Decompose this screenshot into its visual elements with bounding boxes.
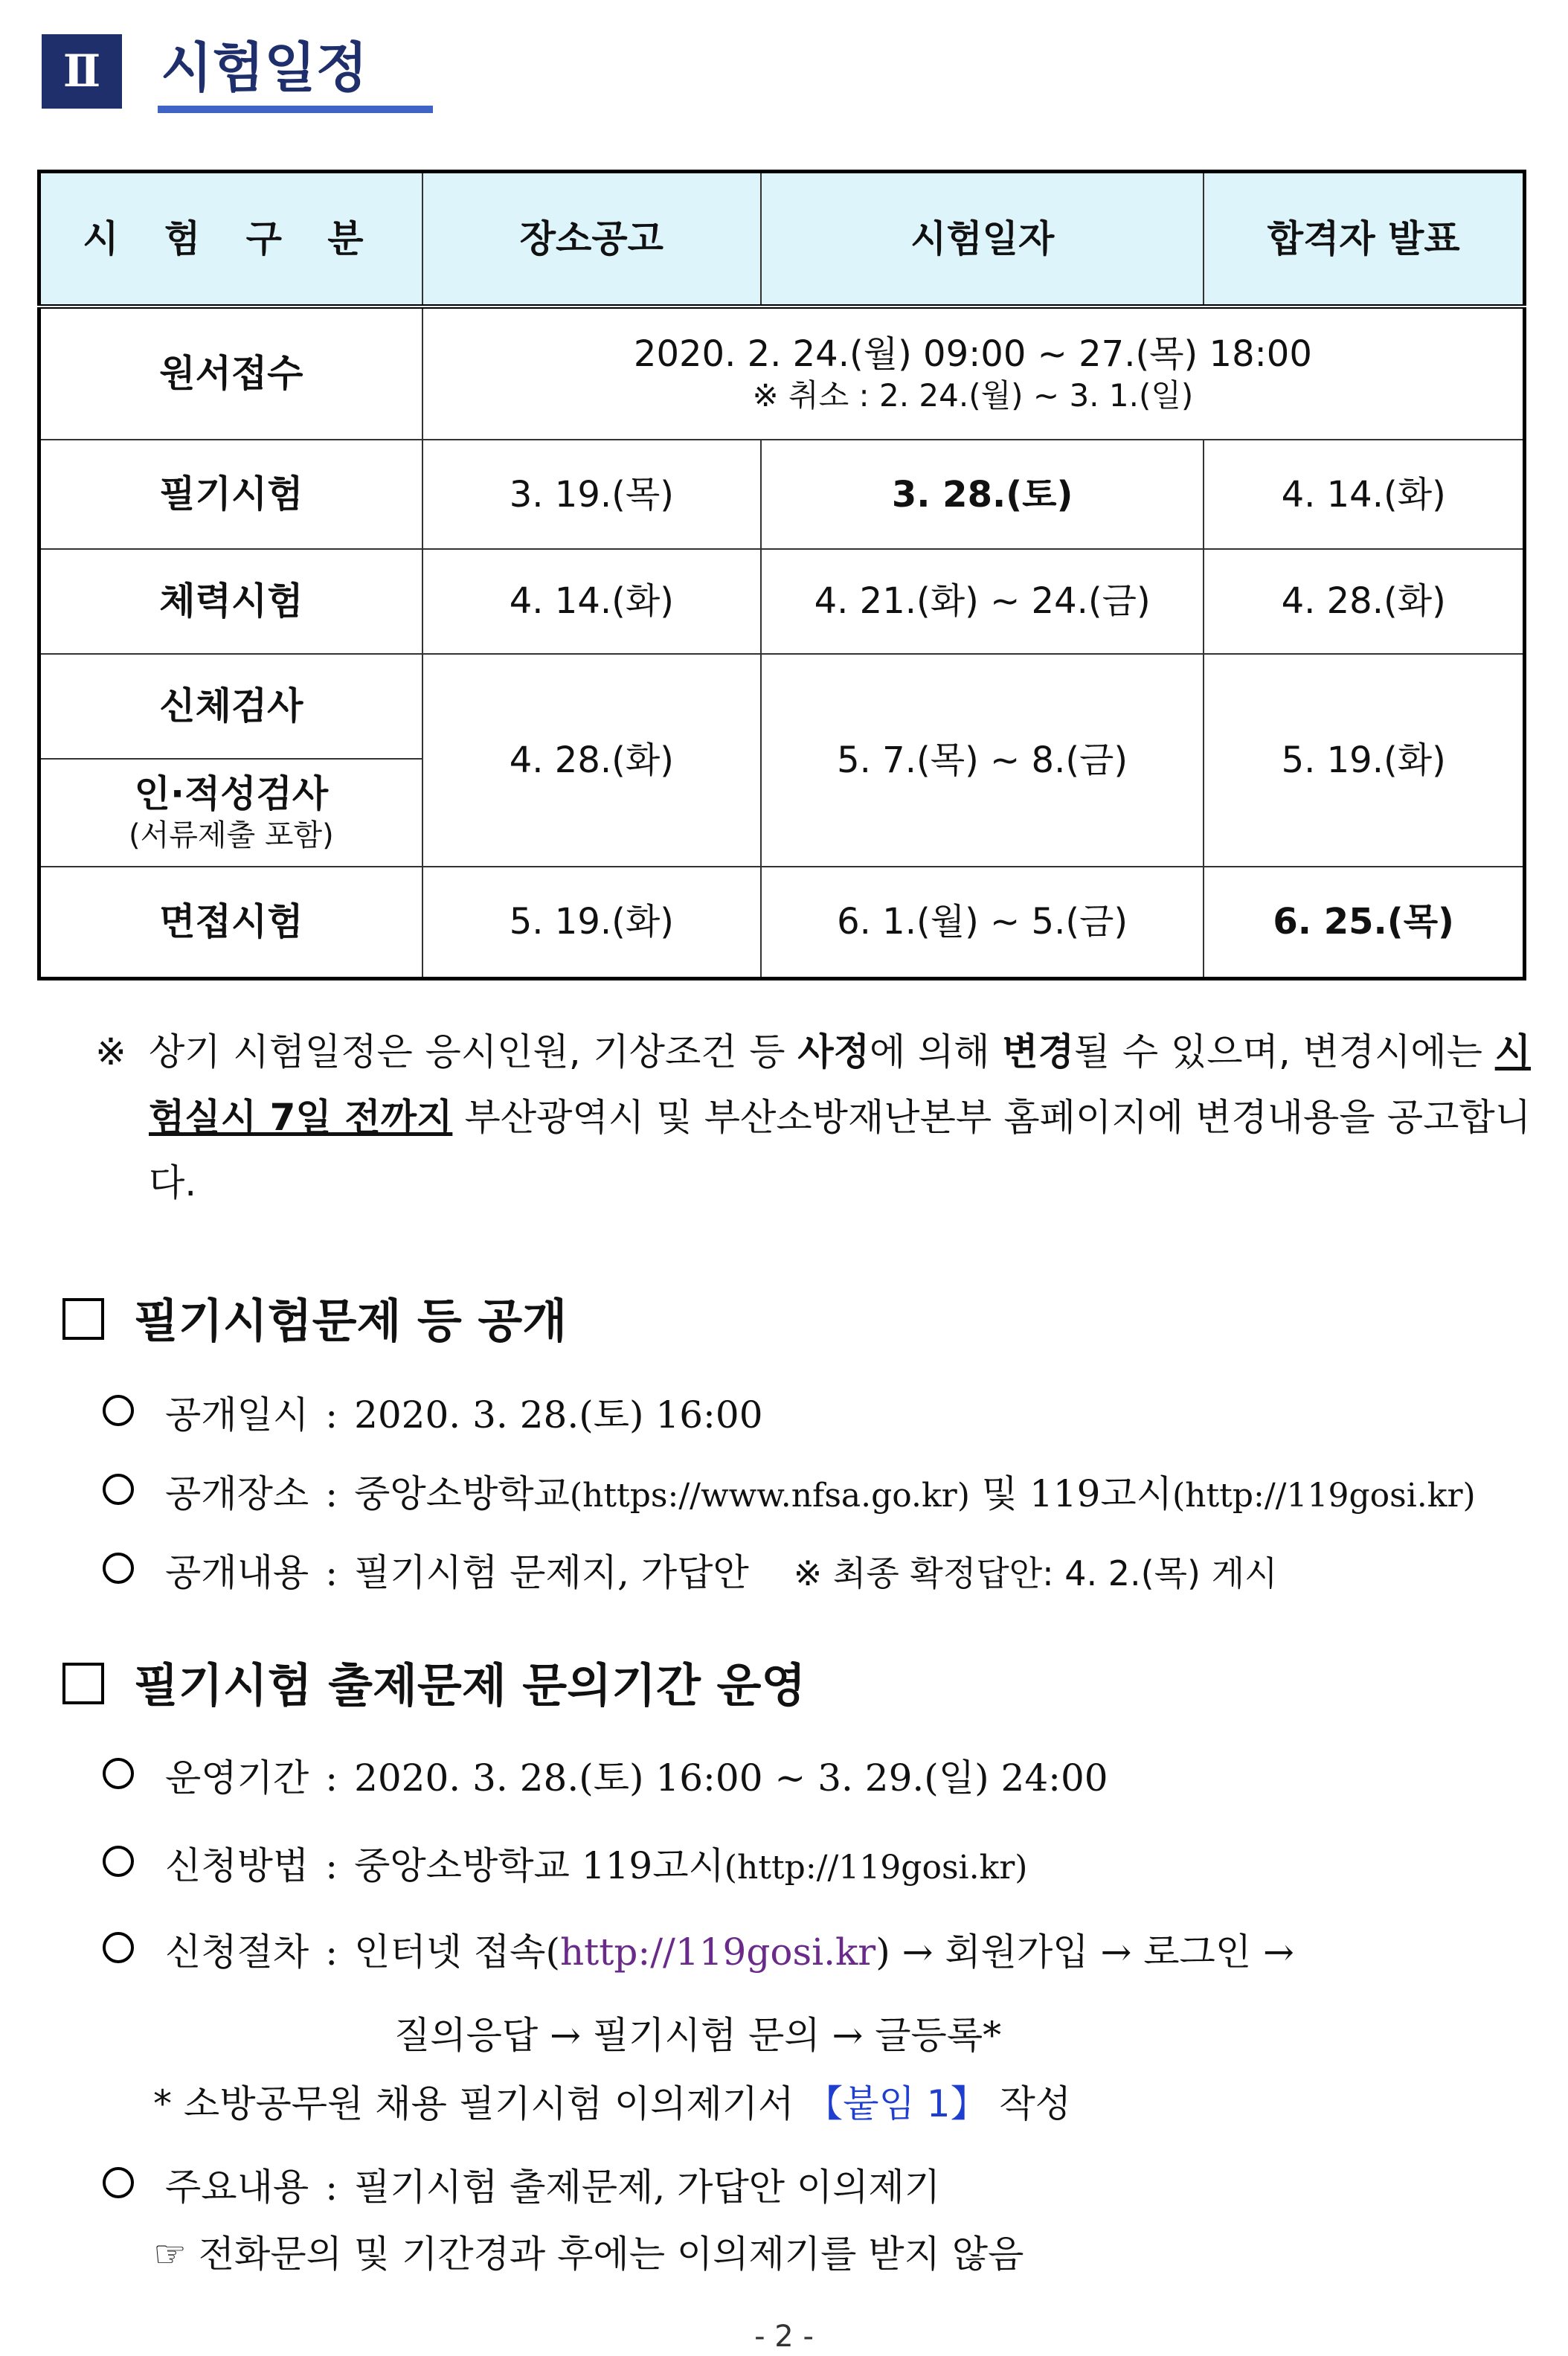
table-row [39, 440, 1525, 549]
procedure-footnote: * 소방공무원 채용 필기시험 이의제기서 【붙임 1】 작성 [153, 2082, 1072, 2125]
list-item: 운영기간 : 2020. 3. 28.(토) 16:00 ~ 3. 29.(일) 24:00 [103, 1748, 1108, 1802]
title-underline [158, 106, 433, 113]
circle-bullet-icon [103, 1758, 134, 1789]
list-item: 공개내용 : 필기시험 문제지, 가답안 ※ 최종 확정답안: 4. 2.(목) 게시 [103, 1543, 1278, 1596]
row-label-aptitude: 인·적성검사 (서류제출 포함) [39, 759, 422, 867]
119gosi-link[interactable]: http://119gosi.kr [559, 1930, 876, 1974]
header-venue-notice: 장소공고 [422, 172, 761, 307]
medical-result: 5. 19.(화) [1204, 654, 1524, 867]
inquiry-title: 필기시험 출제문제 문의기간 운영 [62, 1649, 806, 1715]
table-row [39, 654, 1525, 759]
table-row [39, 549, 1525, 654]
table-row [39, 306, 1525, 440]
list-item: 신청절차 : 인터넷 접속(http://119gosi.kr) → 회원가입 → 로그인 → [103, 1922, 1294, 1976]
row-label-interview: 면접시험 [39, 867, 422, 979]
row-label-medical: 신체검사 [39, 654, 422, 759]
schedule-change-note: ※ 상기 시험일정은 응시인원, 기상조건 등 사정에 의해 변경될 수 있으며, 변경시에는 시험실시 7일 전까지 부산광역시 및 부산소방재난본부 홈페이지에 변경내용을 공고합니다. [95, 1030, 1532, 1204]
checkbox-square-icon [62, 1663, 104, 1704]
medical-date: 5. 7.(목) ~ 8.(금) [761, 654, 1204, 867]
written-date: 3. 28.(토) [761, 440, 1204, 549]
table-header-row [39, 172, 1525, 307]
written-notice: 3. 19.(목) [422, 440, 761, 549]
inquiry-notice: ☞ 전화문의 및 기간경과 후에는 이의제기를 받지 않음 [153, 2233, 1024, 2276]
header-category: 시 험 구 분 [39, 172, 422, 307]
row-label-reception: 원서접수 [39, 306, 422, 440]
circle-bullet-icon [103, 1846, 134, 1877]
circle-bullet-icon [103, 1474, 134, 1505]
reception-period: 2020. 2. 24.(월) 09:00 ~ 27.(목) 18:00 ※ 취소 : 2. 24.(월) ~ 3. 1.(일) [422, 306, 1525, 440]
row-label-physical: 체력시험 [39, 549, 422, 654]
header-exam-date: 시험일자 [761, 172, 1204, 307]
interview-date: 6. 1.(월) ~ 5.(금) [761, 867, 1204, 979]
cancel-period: ※ 취소 : 2. 24.(월) ~ 3. 1.(일) [752, 377, 1194, 414]
list-item: 신청방법 : 중앙소방학교 119고시(http://119gosi.kr) [103, 1836, 1027, 1890]
list-item: 공개일시 : 2020. 3. 28.(토) 16:00 [103, 1385, 763, 1439]
circle-bullet-icon [103, 2167, 134, 2198]
disclosure-title: 필기시험문제 등 공개 [62, 1284, 567, 1350]
section-number-badge: Ⅱ [42, 34, 122, 109]
physical-date: 4. 21.(화) ~ 24.(금) [761, 549, 1204, 654]
circle-bullet-icon [103, 1395, 134, 1426]
interview-result: 6. 25.(목) [1204, 867, 1524, 979]
circle-bullet-icon [103, 1932, 134, 1963]
physical-result: 4. 28.(화) [1204, 549, 1524, 654]
physical-notice: 4. 14.(화) [422, 549, 761, 654]
header-result: 합격자 발표 [1204, 172, 1524, 307]
written-result: 4. 14.(화) [1204, 440, 1524, 549]
procedure-line-2: 질의응답 → 필기시험 문의 → 글등록* [394, 2014, 1002, 2057]
circle-bullet-icon [103, 1553, 134, 1584]
list-item: 공개장소 : 중앙소방학교(https://www.nfsa.go.kr) 및 119고시(http://119gosi.kr) [103, 1464, 1476, 1518]
exam-schedule-table [37, 170, 1526, 980]
row-label-written: 필기시험 [39, 440, 422, 549]
medical-notice: 4. 28.(화) [422, 654, 761, 867]
section-title: 시험일정 [161, 36, 368, 99]
interview-notice: 5. 19.(화) [422, 867, 761, 979]
list-item: 주요내용 : 필기시험 출제문제, 가답안 이의제기 [103, 2157, 940, 2211]
page-number: - 2 - [754, 2320, 814, 2354]
table-row [39, 867, 1525, 979]
attachment-1-link[interactable]: 【붙임 1】 [806, 2082, 988, 2125]
checkbox-square-icon [62, 1298, 104, 1340]
